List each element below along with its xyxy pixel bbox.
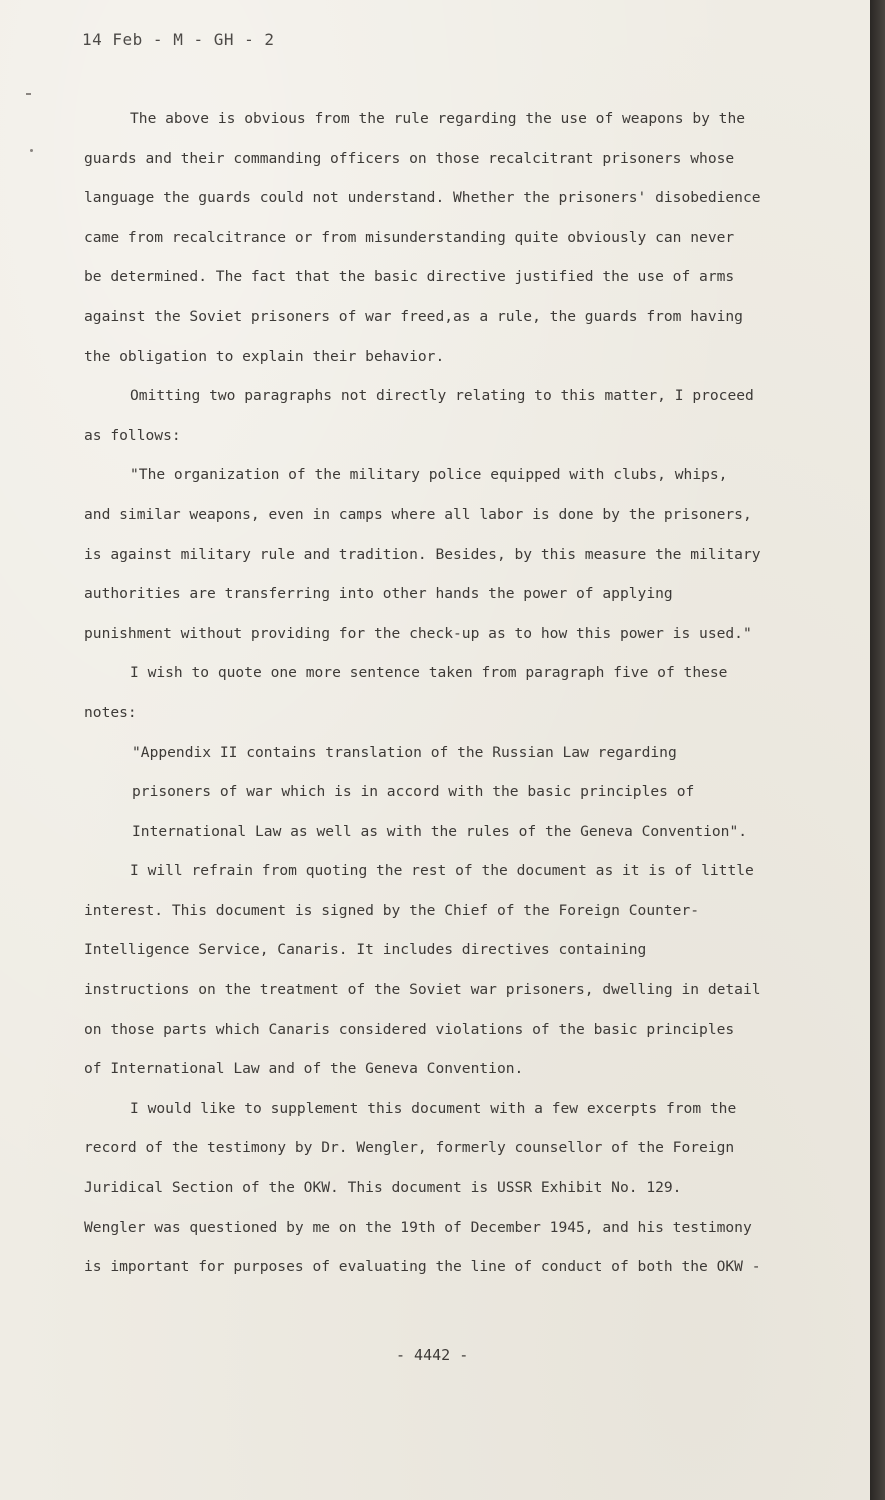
- text-line: "The organization of the military police equipped with clubs, whips,: [130, 466, 728, 484]
- scan-edge: [870, 0, 885, 1500]
- margin-mark: [26, 93, 31, 95]
- text-line: "Appendix II contains translation of the Russian Law regarding: [132, 743, 677, 761]
- text-line: came from recalcitrance or from misunderstanding quite obviously can never: [84, 228, 735, 246]
- text-line: record of the testimony by Dr. Wengler, formerly counsellor of the Foreign: [84, 1139, 735, 1157]
- text-line: Omitting two paragraphs not directly relating to this matter, I proceed: [130, 387, 754, 405]
- text-line: Intelligence Service, Canaris. It includes directives containing: [84, 941, 647, 959]
- text-line: language the guards could not understand. Whether the prisoners' disobedience: [84, 189, 761, 207]
- text-line: against the Soviet prisoners of war freed,as a rule, the guards from having: [84, 307, 743, 325]
- text-line: Wengler was questioned by me on the 19th of December 1945, and his testimony: [84, 1218, 752, 1236]
- text-line: guards and their commanding officers on those recalcitrant prisoners whose: [84, 149, 735, 167]
- text-line: I wish to quote one more sentence taken from paragraph five of these: [130, 664, 728, 682]
- text-line: prisoners of war which is in accord with the basic principles of: [132, 783, 695, 801]
- text-line: punishment without providing for the check-up as to how this power is used.": [84, 624, 752, 642]
- text-line: The above is obvious from the rule regarding the use of weapons by the: [130, 110, 746, 127]
- text-line: is against military rule and tradition. Besides, by this measure the military: [84, 545, 761, 563]
- text-line: authorities are transferring into other hands the power of applying: [84, 585, 673, 603]
- text-line: I will refrain from quoting the rest of the document as it is of little: [130, 862, 754, 880]
- page-number: - 4442 -: [396, 1346, 469, 1364]
- text-line: International Law as well as with the rules of the Geneva Convention".: [132, 822, 748, 840]
- text-line: notes:: [84, 703, 137, 721]
- text-line: interest. This document is signed by the Chief of the Foreign Counter-: [84, 901, 700, 919]
- text-line: the obligation to explain their behavior.: [84, 347, 445, 365]
- text-line: be determined. The fact that the basic directive justified the use of arms: [84, 268, 735, 286]
- text-line: is important for purposes of evaluating the line of conduct of both the OKW -: [84, 1258, 761, 1276]
- text-line: Juridical Section of the OKW. This document is USSR Exhibit No. 129.: [84, 1179, 682, 1197]
- text-line: of International Law and of the Geneva Convention.: [84, 1060, 524, 1078]
- body-text: [84, 99, 844, 1287]
- text-line: on those parts which Canaris considered violations of the basic principles: [84, 1020, 735, 1038]
- text-line: I would like to supplement this document with a few excerpts from the: [130, 1099, 737, 1117]
- page-header: 14 Feb - M - GH - 2: [82, 30, 275, 49]
- text-line: and similar weapons, even in camps where all labor is done by the prisoners,: [84, 505, 752, 523]
- text-line: as follows:: [84, 426, 181, 444]
- margin-dot: [30, 149, 33, 152]
- text-line: instructions on the treatment of the Soviet war prisoners, dwelling in detail: [84, 981, 761, 999]
